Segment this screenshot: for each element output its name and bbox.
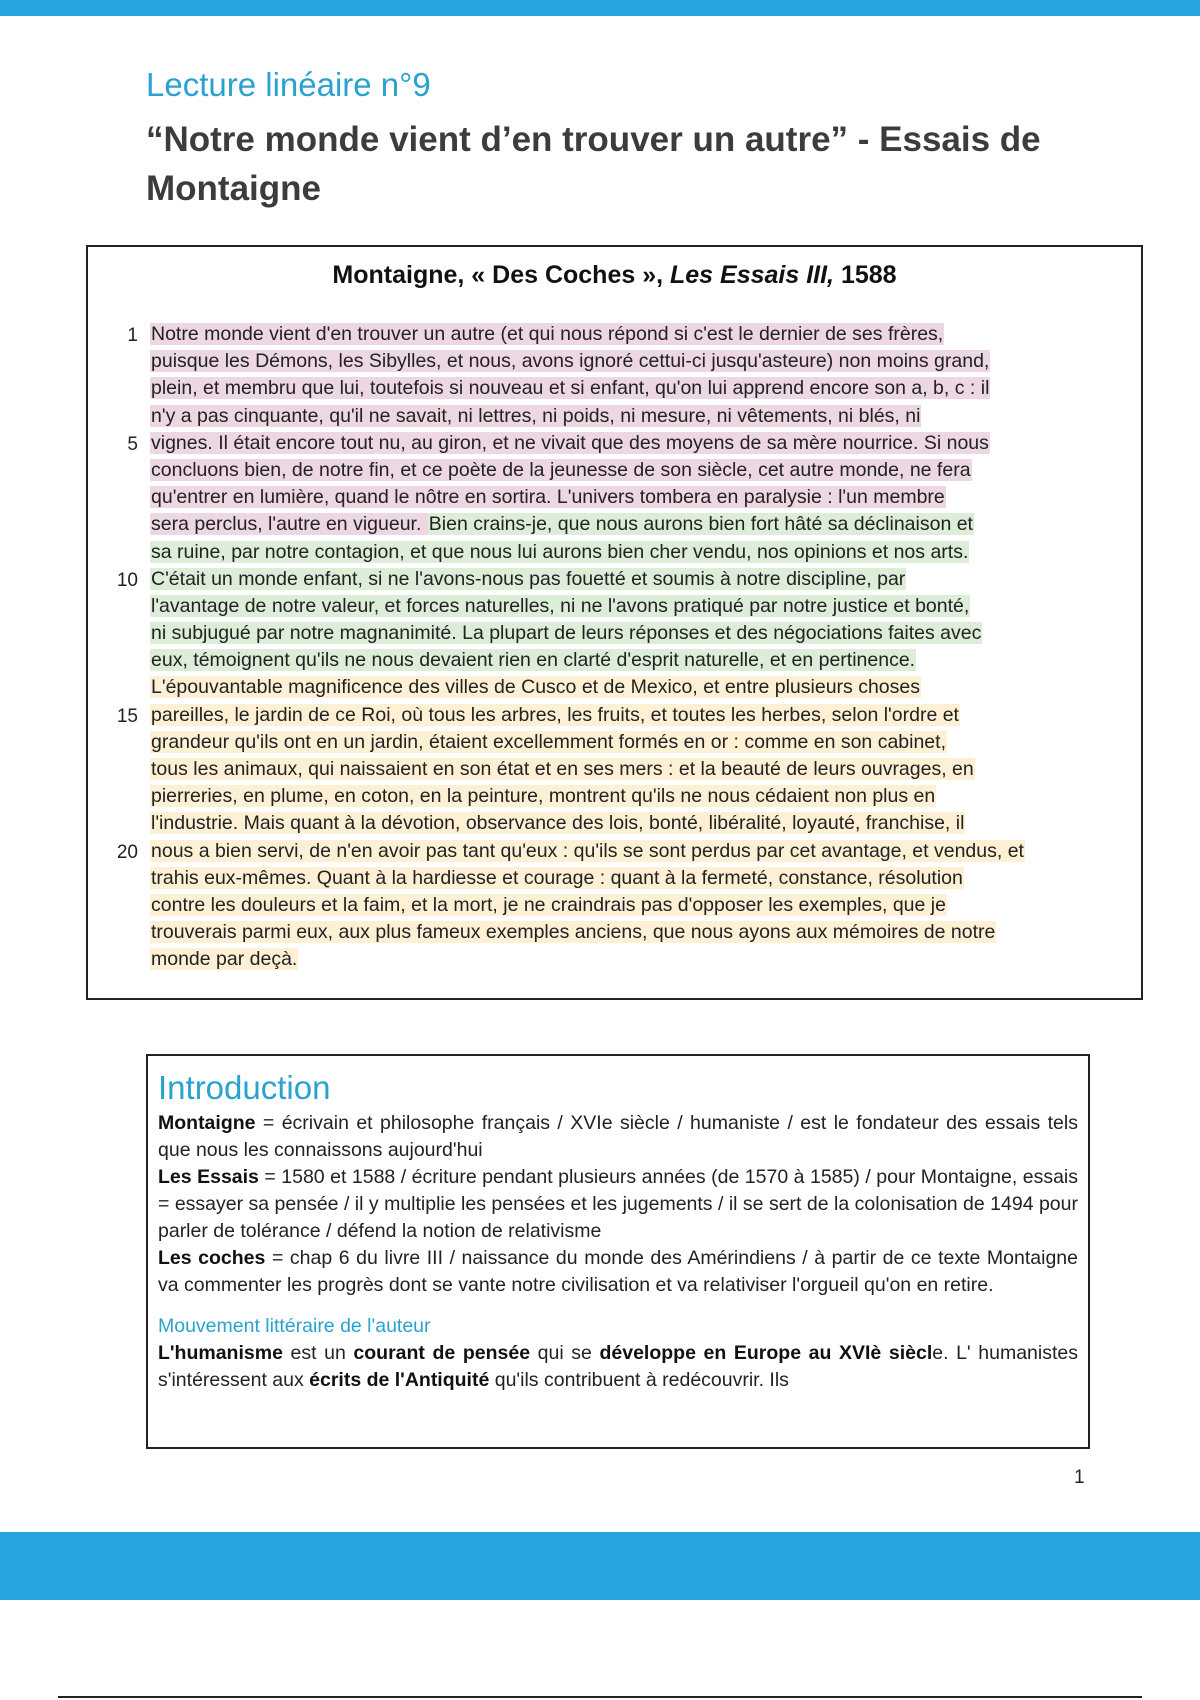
line-text	[150, 621, 982, 646]
lesson-kicker: Lecture linéaire n°9	[146, 66, 431, 103]
intro-paragraph-coches	[158, 1245, 1078, 1299]
def-coches: = chap 6 du livre III / naissance du monde des Amérindiens / à partir de ce texte Montaigne va commenter les progrès dont se vante notre civilisation et va relativiser l'orgueil qu'on en retire.	[158, 1247, 1078, 1296]
text-line	[88, 810, 1141, 837]
text-line	[88, 403, 1141, 430]
line-number: 1	[127, 325, 138, 346]
line-text	[150, 893, 947, 918]
highlighted-segment: eux, témoignent qu'ils ne nous devaient rien en clarté d'esprit naturelle, et en pertinence.	[151, 649, 916, 672]
line-text	[150, 757, 975, 782]
line-text	[150, 567, 906, 592]
text-line	[88, 702, 1141, 729]
m-t1: est un	[282, 1342, 354, 1364]
highlighted-segment: n'y a pas cinquante, qu'il ne savait, ni lettres, ni poids, ni mesure, ni vêtements, ni blés, ni	[151, 404, 921, 427]
text-line	[88, 457, 1141, 484]
source-text-box	[86, 245, 1143, 1000]
page-number: 1	[1074, 1467, 1085, 1488]
line-text	[150, 322, 944, 347]
m-t3: e. L' humanistes s'intéressent aux	[158, 1342, 1078, 1391]
text-line	[88, 838, 1141, 865]
term-montaigne: Montaigne	[158, 1112, 256, 1134]
term-coches: Les coches	[158, 1247, 266, 1269]
highlighted-segment: sera perclus, l'autre en vigueur.	[151, 513, 427, 536]
movement-heading: Mouvement littéraire de l'auteur	[158, 1315, 431, 1337]
text-line	[88, 484, 1141, 511]
highlighted-segment: pareilles, le jardin de ce Roi, où tous les arbres, les fruits, et toutes les herbes, selon l'ordre et	[151, 703, 959, 726]
intro-paragraph-montaigne	[158, 1110, 1078, 1164]
text-line	[88, 674, 1141, 701]
line-text	[150, 485, 946, 510]
highlighted-segment: puisque les Démons, les Sibylles, et nous, avons ignoré cettui-ci jusqu'asteure) non moins grand,	[151, 350, 990, 373]
text-line	[88, 756, 1141, 783]
text-line	[88, 783, 1141, 810]
line-text	[150, 675, 921, 700]
line-text	[150, 540, 969, 565]
text-line	[88, 865, 1141, 892]
highlighted-segment: l'avantage de notre valeur, et forces naturelles, ni ne l'avons pratiqué par notre justice et bonté,	[151, 594, 970, 617]
line-number: 5	[127, 433, 138, 455]
line-text	[150, 648, 916, 673]
line-text	[150, 431, 990, 456]
highlighted-segment: contre les douleurs et la faim, et la mort, je ne craindrais pas d'opposer les exemples, que je	[151, 893, 946, 916]
text-line	[88, 321, 1141, 348]
text-line	[88, 620, 1141, 647]
text-line	[88, 375, 1141, 402]
line-text	[150, 920, 996, 945]
line-text	[150, 784, 936, 809]
line-text	[150, 947, 298, 972]
line-text	[150, 458, 972, 483]
highlighted-segment: pierreries, en plume, en coton, en la peinture, montrent qu'ils ne nous cédaient non plus en	[151, 785, 936, 808]
source-year: 1588	[840, 261, 897, 289]
line-text	[150, 730, 947, 755]
intro-paragraph-essais	[158, 1164, 1078, 1245]
text-line	[88, 593, 1141, 620]
m-t2: qui se	[530, 1342, 600, 1364]
introduction-box	[146, 1054, 1090, 1449]
source-work: Les Essais III,	[670, 261, 834, 289]
text-line	[88, 919, 1141, 946]
line-number: 10	[116, 569, 138, 591]
line-text	[150, 404, 921, 429]
highlighted-segment: ni subjugué par notre magnanimité. La plupart de leurs réponses et des négociations faites avec	[151, 622, 982, 645]
text-line	[88, 511, 1141, 538]
highlighted-segment: sa ruine, par notre contagion, et que nous lui aurons bien cher vendu, nos opinions et nos arts.	[151, 540, 969, 563]
page-title: “Notre monde vient d’en trouver un autre” - Essais de Montaigne	[146, 120, 1041, 208]
line-text	[150, 512, 974, 537]
highlighted-segment: concluons bien, de notre fin, et ce poète de la jeunesse de son siècle, cet autre monde, ne fera	[151, 458, 971, 481]
highlighted-segment: trahis eux-mêmes. Quant à la hardiesse et courage : quant à la fermeté, constance, résolution	[151, 866, 963, 889]
source-prefix: Montaigne, « Des Coches »,	[332, 261, 664, 289]
source-title	[88, 261, 1141, 290]
m-b3: développe en Europe au XVIè siècl	[599, 1342, 933, 1364]
movement-paragraph	[158, 1340, 1078, 1394]
line-text	[150, 866, 964, 891]
line-text	[150, 811, 965, 836]
text-line	[88, 892, 1141, 919]
highlighted-segment: Notre monde vient d'en trouver un autre (et qui nous répond si c'est le dernier de ses frères,	[151, 323, 944, 345]
text-line	[88, 539, 1141, 566]
line-text	[150, 349, 990, 374]
highlighted-segment: trouverais parmi eux, aux plus fameux exemples anciens, que nous ayons aux mémoires de notre	[151, 921, 996, 944]
term-essais: Les Essais	[158, 1166, 259, 1188]
text-line	[88, 430, 1141, 457]
line-text	[150, 839, 1025, 864]
line-number: 20	[116, 841, 138, 863]
highlighted-segment: qu'entrer en lumière, quand le nôtre en sortira. L'univers tombera en paralysie : l'un membre	[151, 486, 945, 509]
text-lines	[88, 321, 1141, 974]
highlighted-segment: grandeur qu'ils ont en un jardin, étaient excellemment formés en or : comme en son cabinet,	[151, 730, 946, 753]
text-line	[88, 946, 1141, 973]
line-text	[150, 703, 960, 728]
text-line	[88, 566, 1141, 593]
highlighted-segment: L'épouvantable magnificence des villes de Cusco et de Mexico, et entre plusieurs choses	[151, 676, 920, 699]
bottom-accent-bar	[0, 1532, 1200, 1600]
line-text	[150, 376, 990, 401]
highlighted-segment: plein, et membru que lui, toutefois si nouveau et si enfant, qu'on lui apprend encore son a, b, c : il	[151, 377, 990, 400]
highlighted-segment: vignes. Il était encore tout nu, au giron, et ne vivait que des moyens de sa mère nourrice. Si nous	[151, 431, 989, 454]
text-line	[88, 647, 1141, 674]
m-b4: écrits de l'Antiquité	[309, 1369, 490, 1391]
highlighted-segment: nous a bien servi, de n'en avoir pas tant qu'eux : qu'ils se sont perdus par cet avantage, et vendus, et	[151, 839, 1024, 862]
highlighted-segment: monde par deçà.	[151, 948, 298, 971]
introduction-title: Introduction	[158, 1069, 331, 1106]
highlighted-segment: tous les animaux, qui naissaient en son état et en ses mers : et la beauté de leurs ouvrages, en	[151, 758, 974, 780]
text-line	[88, 729, 1141, 756]
line-text	[150, 594, 970, 619]
line-number: 15	[116, 705, 138, 727]
def-montaigne: = écrivain et philosophe français / XVIe siècle / humaniste / est le fondateur des essais tels que nous les connaissons aujourd'hui	[158, 1112, 1078, 1161]
m-t4: qu'ils contribuent à redécouvrir. Ils	[489, 1369, 789, 1391]
highlighted-segment: Bien crains-je, que nous aurons bien fort hâté sa déclinaison et	[428, 513, 973, 536]
def-essais: = 1580 et 1588 / écriture pendant plusieurs années (de 1570 à 1585) / pour Montaigne, essais = essayer sa pensée / il y multiplie les pensées et les jugements / il se sert de la colonisation de 1494 pour parler de tolérance / défend la notion de relativisme	[158, 1166, 1079, 1242]
top-accent-bar	[0, 0, 1200, 16]
highlighted-segment: C'était un monde enfant, si ne l'avons-nous pas fouetté et soumis à notre discipline, par	[151, 567, 906, 590]
m-b2: courant de pensée	[353, 1342, 531, 1364]
m-b1: L'humanisme	[158, 1342, 283, 1364]
text-line	[88, 348, 1141, 375]
bottom-rule	[58, 1696, 1142, 1698]
highlighted-segment: l'industrie. Mais quant à la dévotion, observance des lois, bonté, libéralité, loyauté, franchise, il	[151, 812, 965, 835]
